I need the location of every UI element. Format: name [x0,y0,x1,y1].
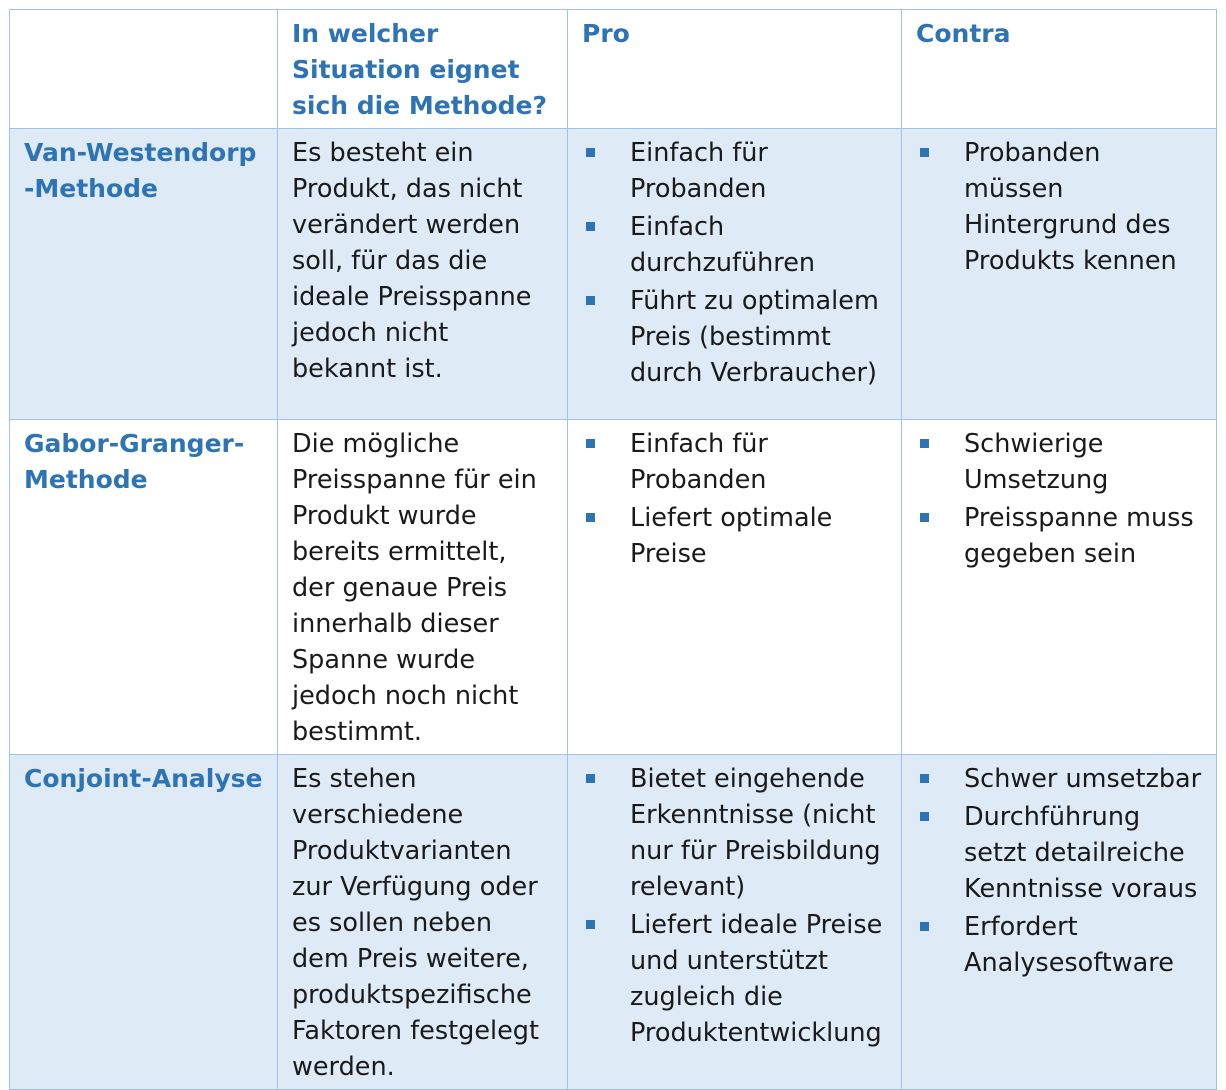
pro-cell [568,755,902,1090]
table-row [10,755,1217,1090]
contra-text: Probanden müssen Hintergrund des Produkts kennen [964,138,1177,276]
bullet-square-icon [920,148,929,157]
method-name: Van-Westendorp-Methode [10,129,278,420]
bullet-square-icon [586,920,595,929]
contra-text: Schwierige Umsetzung [964,429,1109,495]
contra-text: Preisspanne muss gegeben sein [964,503,1194,569]
pro-text: Liefert ideale Preise und unterstützt zugleich die Produktentwicklung [630,910,883,1048]
pro-cell [568,129,902,420]
bullet-square-icon [586,774,595,783]
list-item [582,761,887,905]
pro-text: Einfach für Probanden [630,429,768,495]
pro-cell [568,420,902,755]
header-pro: Pro [568,10,902,129]
table-header-row [10,10,1217,129]
list-item [916,761,1202,797]
bullet-square-icon [920,922,929,931]
pro-text: Einfach für Probanden [630,138,768,204]
header-contra: Contra [902,10,1217,129]
list-item [582,426,887,498]
bullet-square-icon [920,513,929,522]
list-item [916,799,1202,907]
comparison-table [9,9,1217,1090]
bullet-square-icon [586,222,595,231]
bullet-square-icon [586,296,595,305]
pro-text: Liefert optimale Preise [630,503,833,569]
header-situation: In welcher Situation eignet sich die Methode? [278,10,568,129]
list-item [916,426,1202,498]
situation-cell: Es stehen verschiedene Produktvarianten zur Verfügung oder es sollen neben dem Preis weitere, produktspezifische Faktoren festgelegt werden. [278,755,568,1090]
contra-text: Schwer umsetzbar [964,764,1202,794]
list-item [582,500,887,572]
list-item [582,283,887,391]
contra-cell [902,755,1217,1090]
table-row [10,129,1217,420]
bullet-square-icon [586,513,595,522]
table-row [10,420,1217,755]
list-item [582,907,887,1051]
header-empty [10,10,278,129]
list-item [916,500,1202,572]
list-item [916,909,1202,981]
method-name: Gabor-Granger-Methode [10,420,278,755]
situation-cell: Die mögliche Preisspanne für ein Produkt wurde bereits ermittelt, der genaue Preis innerhalb dieser Spanne wurde jedoch noch nicht bestimmt. [278,420,568,755]
contra-cell [902,129,1217,420]
pro-text: Einfach durchzuführen [630,212,816,278]
contra-text: Erfordert Analysesoftware [964,912,1174,978]
list-item [916,135,1202,279]
situation-cell: Es besteht ein Produkt, das nicht verändert werden soll, für das die ideale Preisspanne jedoch nicht bekannt ist. [278,129,568,420]
pro-text: Bietet eingehende Erkenntnisse (nicht nur für Preisbildung relevant) [630,764,881,902]
bullet-square-icon [586,439,595,448]
contra-text: Durchführung setzt detailreiche Kenntnisse voraus [964,802,1198,904]
pro-text: Führt zu optimalem Preis (bestimmt durch Verbraucher) [630,286,879,388]
contra-cell [902,420,1217,755]
list-item [582,135,887,207]
method-name: Conjoint-Analyse [10,755,278,1090]
bullet-square-icon [920,812,929,821]
list-item [582,209,887,281]
bullet-square-icon [586,148,595,157]
bullet-square-icon [920,439,929,448]
bullet-square-icon [920,774,929,783]
